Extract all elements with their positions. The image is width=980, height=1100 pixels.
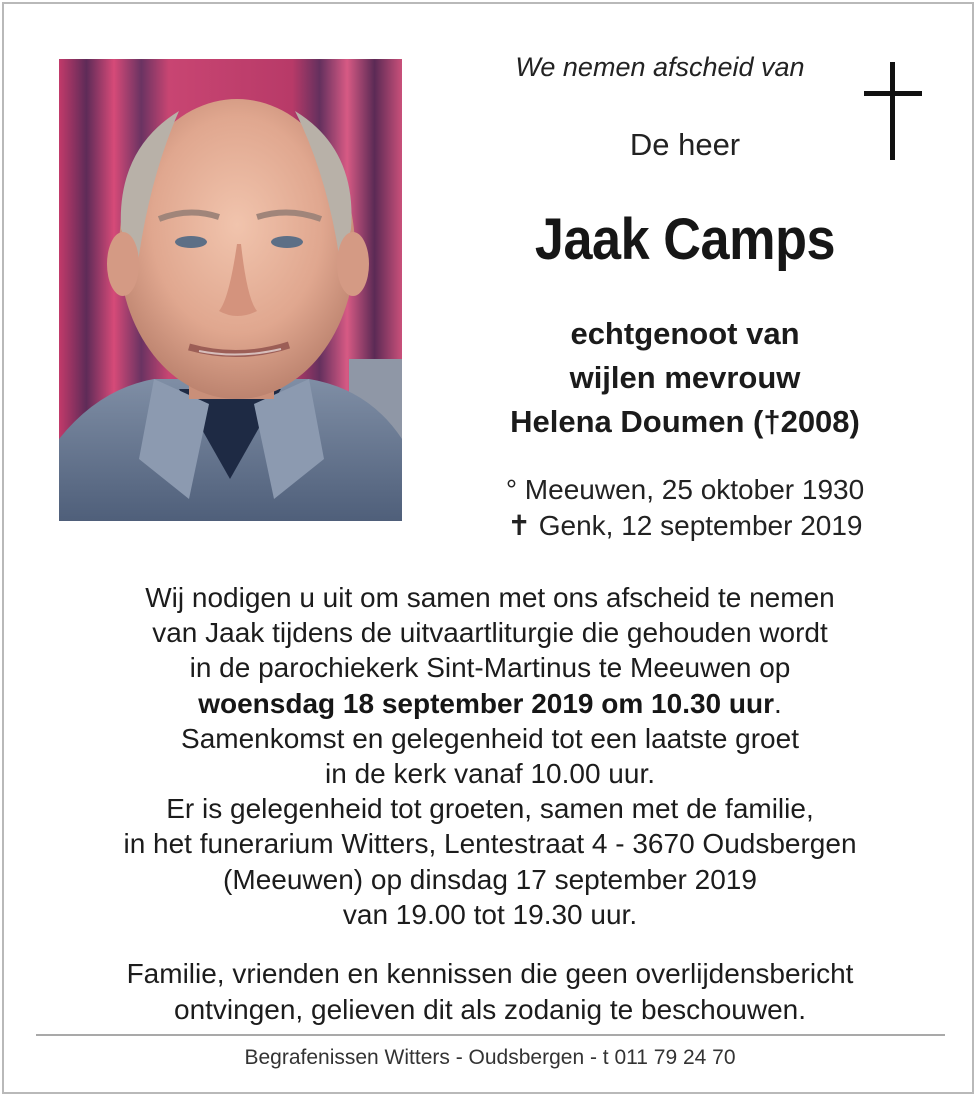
funeral-date-suffix: .	[774, 687, 782, 719]
closing-line: Familie, vrienden en kennissen die geen overlijdensbericht	[126, 958, 854, 989]
invitation-line: (Meeuwen) op dinsdag 17 september 2019	[223, 863, 757, 895]
invitation-line: Wij nodigen u uit om samen met ons afscheid te nemen	[145, 582, 835, 613]
deceased-name: Jaak Camps	[534, 207, 836, 272]
invitation-line: Er is gelegenheid tot groeten, samen met de familie,	[166, 793, 814, 825]
funeral-date: woensdag 18 september 2019 om 10.30 uur	[198, 687, 775, 719]
spouse-info	[460, 312, 910, 444]
closing-text	[40, 956, 940, 1027]
invitation-line: in de kerk vanaf 10.00 uur.	[325, 758, 655, 790]
funeral-home-footer: Begrafenissen Witters - Oudsbergen - t 011 79 24 70	[244, 1046, 736, 1069]
closing-line: ontvingen, gelieven dit als zodanig te beschouwen.	[174, 993, 806, 1025]
life-dates	[460, 472, 910, 544]
death-date: ✝ Genk, 12 september 2019	[507, 510, 863, 541]
invitation-line: Samenkomst en gelegenheid tot een laatste groet	[181, 722, 799, 754]
footer-divider	[36, 1034, 945, 1036]
funeral-date-line	[40, 686, 940, 721]
spouse-line: Helena Doumen (†2008)	[510, 404, 860, 439]
intro-text: We nemen afscheid van	[515, 52, 805, 82]
title-prefix: De heer	[629, 127, 741, 162]
invitation-line: in het funerarium Witters, Lentestraat 4 - 3670 Oudsbergen	[123, 828, 857, 860]
invitation-line: in de parochiekerk Sint-Martinus te Meeuwen op	[189, 652, 791, 684]
spouse-line: echtgenoot van	[570, 316, 800, 351]
invitation-line: van Jaak tijdens de uitvaartliturgie die gehouden wordt	[152, 617, 828, 649]
birth-date: ° Meeuwen, 25 oktober 1930	[505, 474, 865, 505]
invitation-text	[40, 580, 940, 932]
portrait-photo	[59, 59, 402, 521]
invitation-line: van 19.00 tot 19.30 uur.	[342, 898, 638, 930]
spouse-line: wijlen mevrouw	[569, 360, 801, 395]
